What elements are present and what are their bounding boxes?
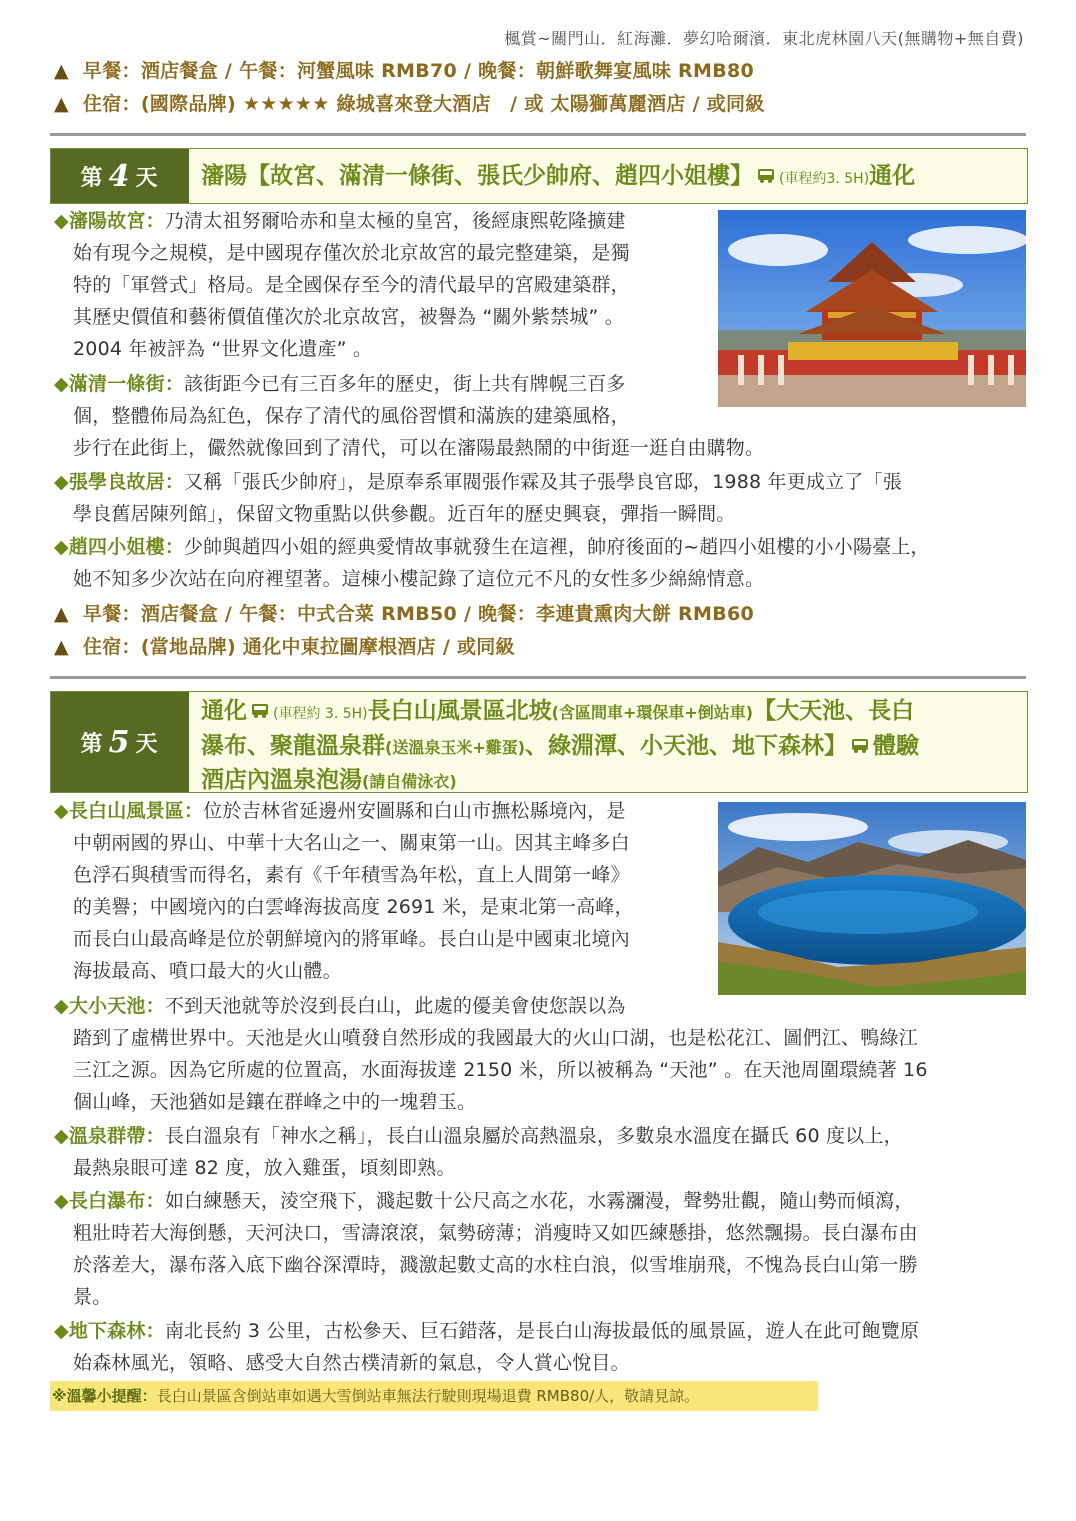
triangle-icon: ▲ — [54, 93, 69, 115]
triangle-icon: ▲ — [54, 60, 69, 82]
day3-hotel-text: 住宿：(國際品牌) ★★★★★ 綠城喜來登大酒店 / 或 太陽獅萬麗酒店 / 或同級 — [82, 93, 765, 115]
heaven-lake-photo — [718, 802, 1026, 995]
day5-title: 通化 (車程約 3. 5H)長白山風景區北坡(含區間車+環保車+倒站車)【大天池、長白 瀑布、聚龍溫泉群(送溫泉玉米+雞蛋)、綠淵潭、小天池、地下森林】 體驗 酒店內溫泉泡湯(請自備泳衣) — [201, 697, 920, 793]
day4-item-zhang-residence: ◆張學良故居：又稱「張氏少帥府」，是原奉系軍閥張作霖及其子張學良官邸，1988 年更成立了「張 學良舊居陳列館」，保留文物重點以供參觀。近百年的歷史興衰，彈指一瞬間。 — [54, 471, 902, 525]
diamond-icon: ◆ — [54, 210, 69, 232]
triangle-icon: ▲ — [54, 636, 69, 658]
day4-item-street: ◆滿清一條街：該街距今已有三百多年的歷史，街上共有牌幌三百多 個，整體佈局為紅色，保存了清代的風俗習慣和滿族的建築風格， 步行在此街上，儼然就像回到了清代，可以在瀋陽最熱鬧的中街逛一逛自由購物。 — [54, 373, 765, 459]
section-divider — [50, 676, 1026, 679]
bus-icon — [757, 168, 775, 184]
diamond-icon: ◆ — [54, 1190, 69, 1212]
day4-item-zhao-building: ◆趙四小姐樓：少帥與趙四小姐的經典愛情故事就發生在這裡，帥府後面的~趙四小姐樓的小小陽臺上， 她不知多少次站在向府裡望著。這棟小樓記錄了這位元不凡的女性多少綿綿情意。 — [54, 536, 930, 590]
day5-badge: 第 5 天 — [51, 692, 189, 792]
day5-item-underground-forest: ◆地下森林：南北長約 3 公里，古松參天、巨石錯落，是長白山海拔最低的風景區，遊人在此可飽覽原 始森林風光，領略、感受大自然古樸清新的氣息，令人賞心悅目。 — [54, 1320, 920, 1374]
day5-item-changbai-area: ◆長白山風景區：位於吉林省延邊州安圖縣和白山市撫松縣境內，是 中朝兩國的界山、中華十大名山之一、關東第一山。因其主峰多白 色浮石與積雪而得名，素有《千年積雪為年松，直上人間第一峰》 的美譽；中國境內的白雲峰海拔高度 2691 米，是東北第一高峰， 而長白山最高峰是位於朝鮮境內的將軍峰。長白山是中國東北境內 海拔最高、噴口最大的火山體。 — [54, 800, 634, 982]
day4-hotel: ▲ 住宿：(當地品牌) 通化中東拉圖摩根酒店 / 或同級 — [54, 636, 515, 658]
diamond-icon: ◆ — [54, 471, 69, 493]
day3-hotel — [54, 89, 765, 116]
day4-title: 瀋陽【故宮、滿清一條街、張氏少帥府、趙四小姐樓】 (車程約3. 5H)通化 — [201, 162, 916, 189]
diamond-icon: ◆ — [54, 800, 69, 822]
bus-icon — [251, 703, 269, 719]
triangle-icon: ▲ — [54, 603, 69, 625]
day4-badge: 第 4 天 — [51, 149, 189, 203]
diamond-icon: ◆ — [54, 536, 69, 558]
day5-item-hot-springs: ◆溫泉群帶：長白溫泉有「神水之稱」，長白山溫泉屬於高熱溫泉，多數泉水溫度在攝氏 60 度以上， 最熱泉眼可達 82 度，放入雞蛋，頃刻即熟。 — [54, 1125, 903, 1179]
day4-meals: ▲ 早餐：酒店餐盒 / 午餐：中式合菜 RMB50 / 晚餐：李連貴熏肉大餅 RMB60 — [54, 603, 755, 625]
day4-item-palace: ◆瀋陽故宮：乃清太祖努爾哈赤和皇太極的皇宮，後經康熙乾隆擴建 始有現今之規模，是中國現存僅次於北京故宮的最完整建築，是獨 特的「軍營式」格局。是全國保存至今的清代最早的宮殿建築群， 其歷史價值和藝術價值僅次於北京故宮，被譽為 “關外紫禁城” 。 2004 年被評為 “世界文化遺產” 。 — [54, 210, 630, 360]
day5-header — [50, 691, 1028, 793]
day5-item-waterfall: ◆長白瀑布：如白練懸天，淩空飛下，濺起數十公尺高之水花，水霧瀰漫，聲勢壯觀，隨山勢而傾瀉， 粗壯時若大海倒懸，天河決口，雪濤滾滾，氣勢磅薄；消瘦時又如匹練懸掛，悠然飄揚。長白瀑布由 於落差大，瀑布落入底下幽谷深潭時，濺激起數丈高的水柱白浪，似雪堆崩飛，不愧為長白山第一勝 景。 — [54, 1190, 918, 1308]
diamond-icon: ◆ — [54, 1320, 69, 1342]
day5-item-heaven-lake: ◆大小天池：不到天池就等於沒到長白山，此處的優美會使您誤以為 踏到了虛構世界中。天池是火山噴發自然形成的我國最大的火山口湖，也是松花江、圖們江、鴨綠江 三江之源。因為它所處的位置高，水面海拔達 2150 米，所以被稱為 “天池” 。在天池周圍環繞著 16 個山峰，天池猶如是鑲在群峰之中的一塊碧玉。 — [54, 995, 928, 1113]
day4-header — [50, 148, 1028, 204]
document-header: 楓賞~關門山．紅海灘．夢幻哈爾濱．東北虎林園八天(無購物+無自費) — [504, 29, 1024, 48]
diamond-icon: ◆ — [54, 995, 69, 1017]
diamond-icon: ◆ — [54, 373, 69, 395]
bus-icon — [851, 738, 869, 754]
section-divider — [50, 133, 1026, 136]
day3-meals-text: 早餐：酒店餐盒 / 午餐：河蟹風味 RMB70 / 晚餐：朝鮮歌舞宴風味 RMB80 — [82, 60, 755, 82]
day3-meals — [54, 56, 754, 83]
warm-reminder: ※溫馨小提醒：長白山景區含倒站車如遇大雪倒站車無法行駛則現場退費 RMB80/人，敬請見諒。 — [50, 1381, 818, 1411]
diamond-icon: ◆ — [54, 1125, 69, 1147]
